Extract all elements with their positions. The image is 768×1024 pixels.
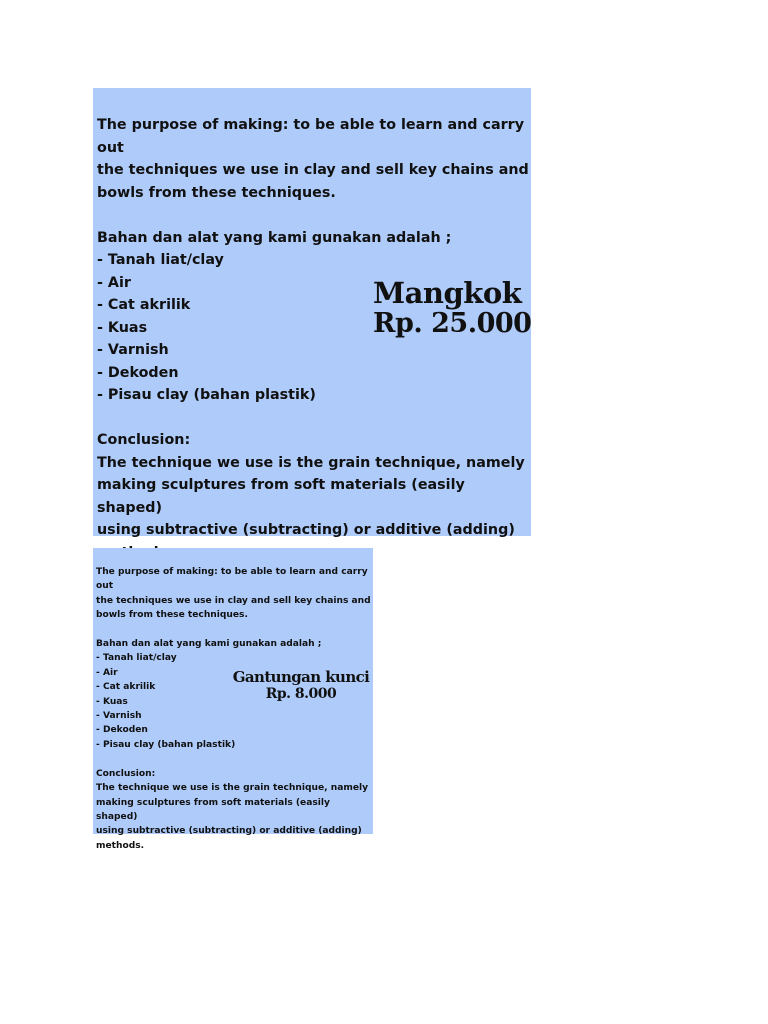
product-price: Rp. 8.000 <box>265 686 337 702</box>
material-item: - Tanah liat/clay <box>96 653 177 664</box>
material-item: - Varnish <box>97 342 169 358</box>
material-item: - Air <box>96 667 118 678</box>
conclusion-heading: Conclusion: <box>97 432 191 448</box>
conclusion-heading: Conclusion: <box>96 768 156 779</box>
spacer <box>96 623 373 637</box>
material-item: - Kuas <box>97 319 148 336</box>
conclusion-text: The technique we use is the grain technique, namely making sculptures from soft materials (easily shaped) using subtractive (subtracting) or additive (adding) methods. <box>96 783 369 851</box>
materials-heading: Bahan dan alat yang kami gunakan adalah ; <box>97 229 452 246</box>
material-item: - Pisau clay (bahan plastik) <box>97 387 316 403</box>
material-item: - Kuas <box>96 696 128 707</box>
material-item: - Dekoden <box>96 725 148 736</box>
product-name: Gantungan kunci <box>232 668 370 686</box>
material-item: - Pisau clay (bahan plastik) <box>96 739 236 750</box>
material-item: - Dekoden <box>97 364 179 381</box>
product-card-gantungan-kunci <box>93 548 373 851</box>
material-item: - Varnish <box>96 711 142 722</box>
material-item: - Cat akrilik <box>97 297 191 313</box>
material-item: - Air <box>97 274 131 291</box>
conclusion-text: The technique we use is the grain technique, namely making sculptures from soft materials (easily shaped) using subtractive (subtracting) or additive (adding) <box>97 454 525 538</box>
product-card-mangkok <box>93 88 531 536</box>
material-item: - Cat akrilik <box>96 682 156 693</box>
spacer <box>97 407 531 430</box>
purpose-text: The purpose of making: to be able to learn and carry out the techniques we use in clay and sell key chains and bowls from these techniques. <box>97 117 529 201</box>
material-item: - Tanah liat/clay <box>97 252 224 268</box>
price-tag <box>224 668 378 703</box>
materials-heading: Bahan dan alat yang kami gunakan adalah ; <box>96 639 322 650</box>
product-price: Rp. 25.000 <box>373 308 532 339</box>
product-name: Mangkok <box>373 276 522 310</box>
price-tag <box>373 276 532 339</box>
spacer <box>96 752 373 766</box>
purpose-text: The purpose of making: to be able to learn and carry out the techniques we use in clay and sell key chains and bowls from these techniques. <box>96 567 371 621</box>
spacer <box>97 204 531 227</box>
